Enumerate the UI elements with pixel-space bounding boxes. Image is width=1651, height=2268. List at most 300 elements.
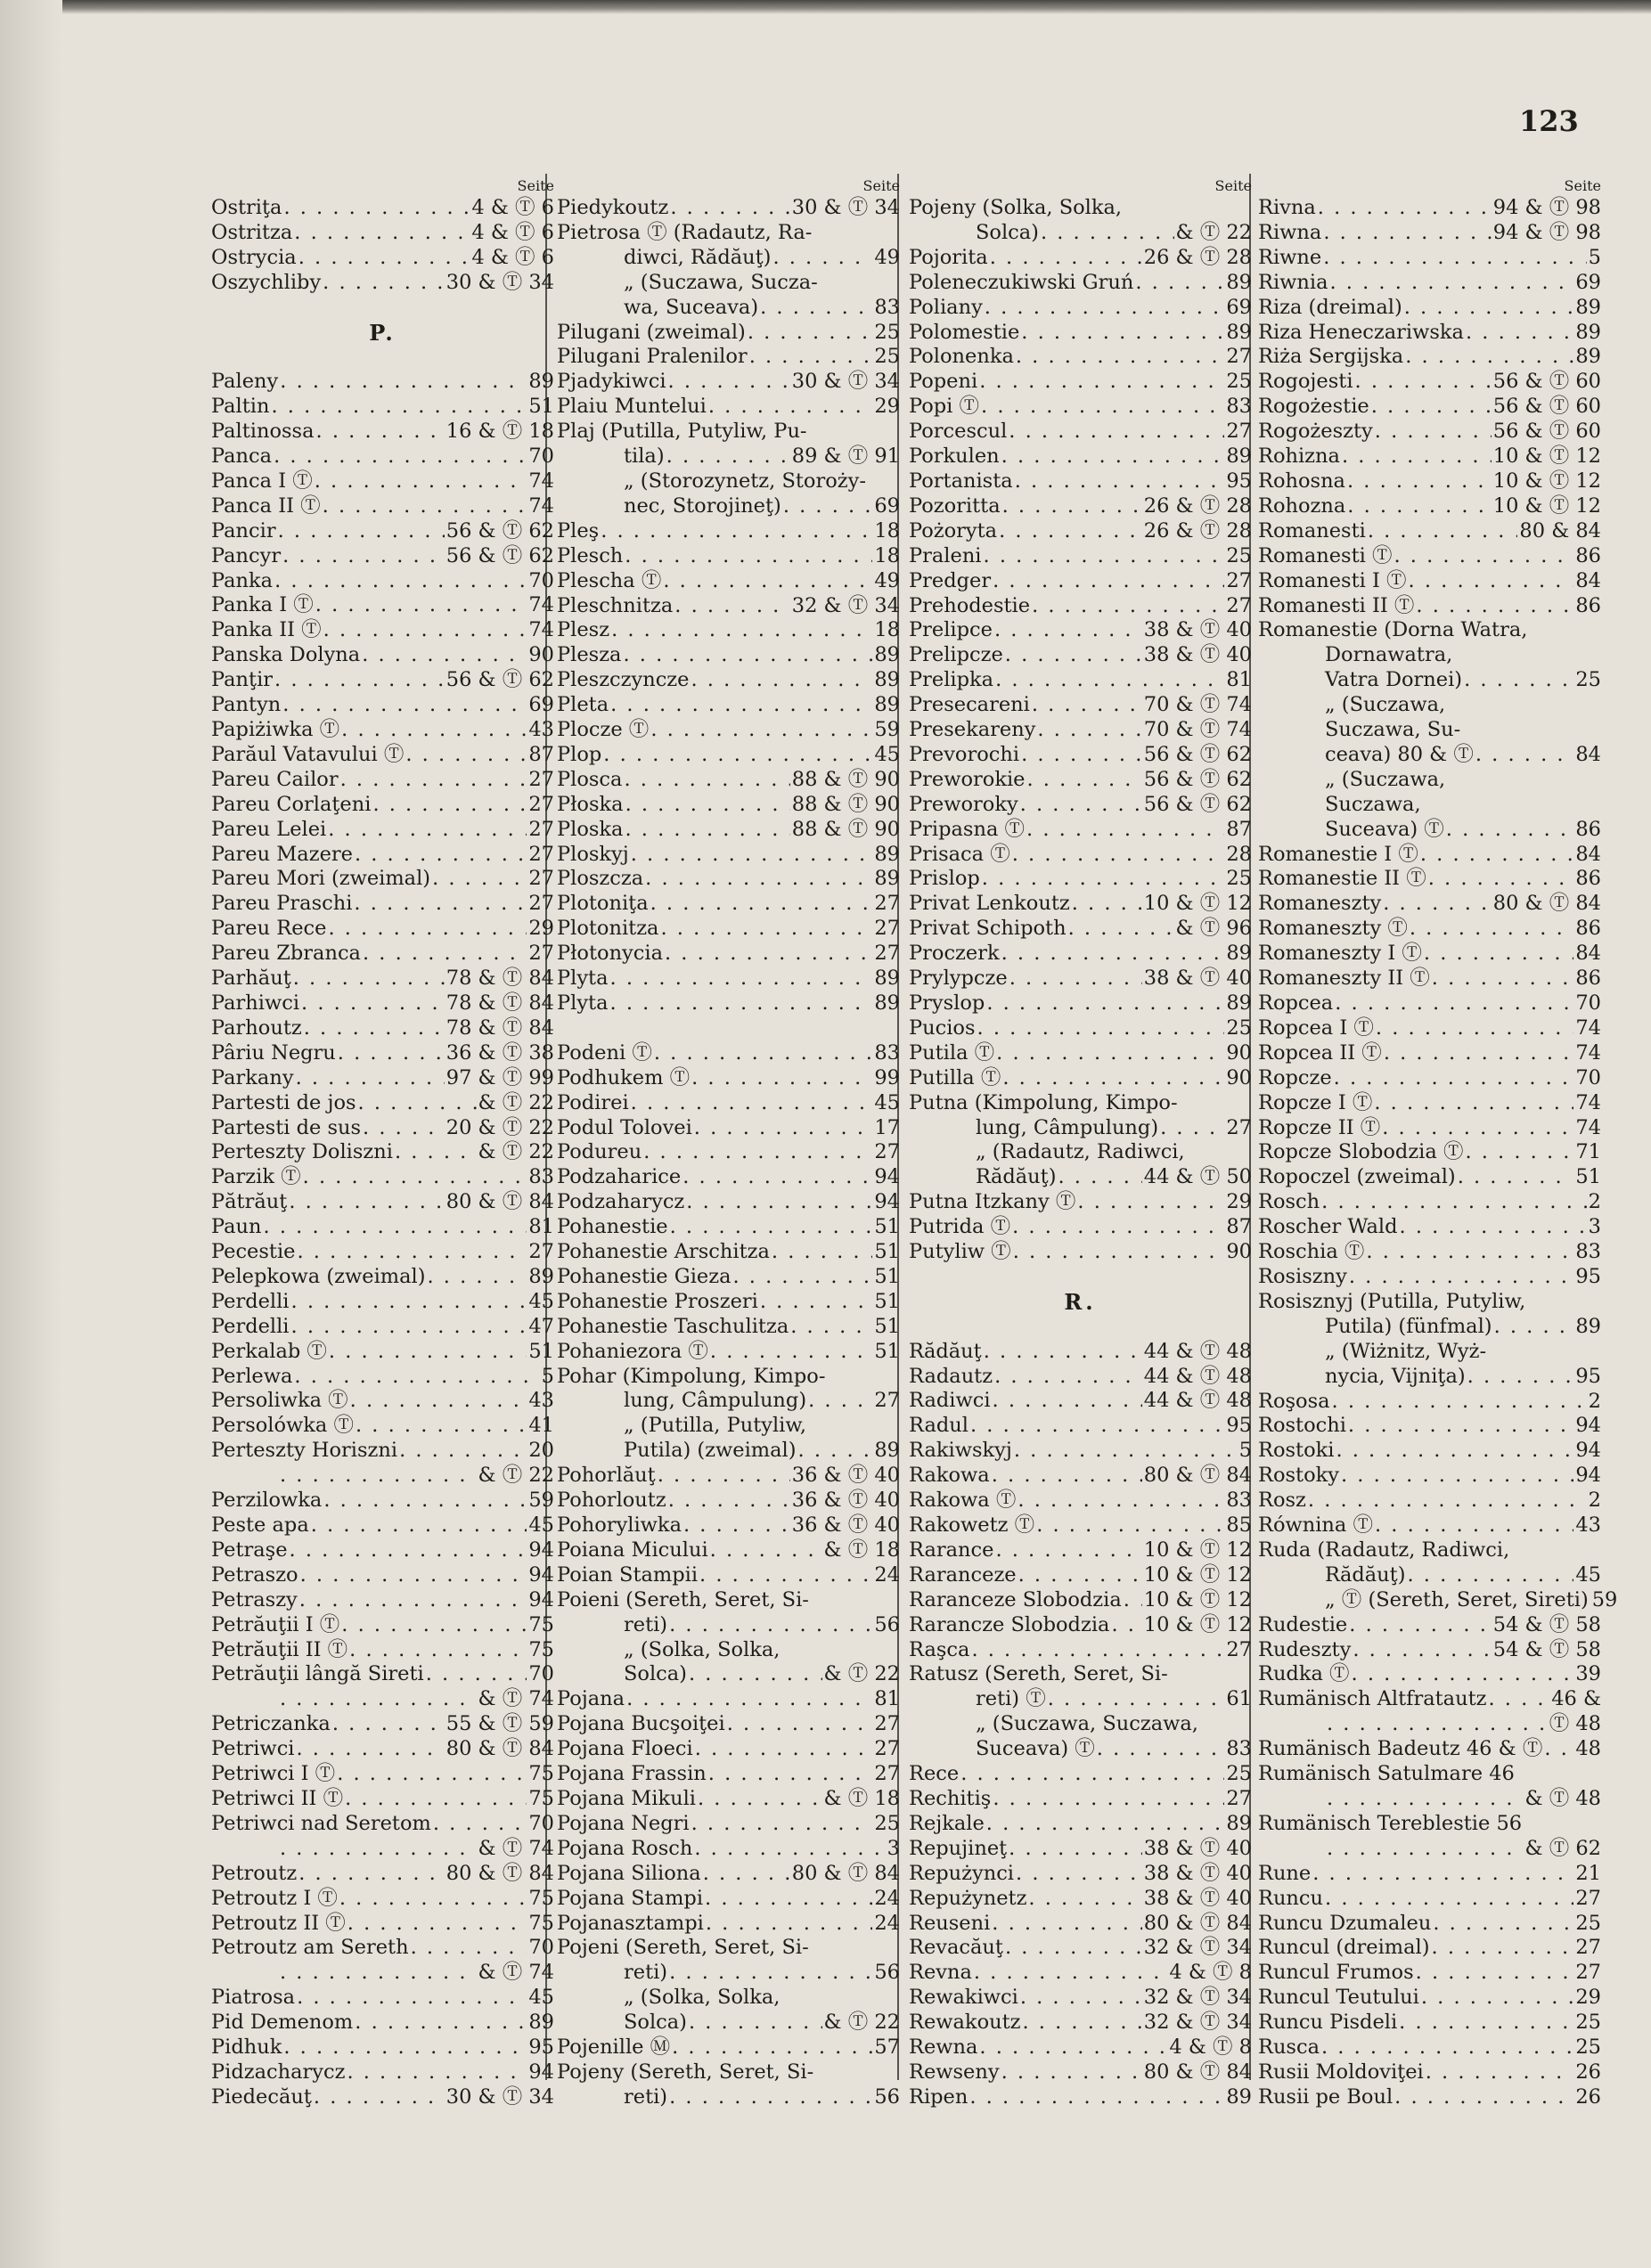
leader-dots: [338, 1041, 445, 1066]
entry-name: Runcu: [1258, 1886, 1324, 1910]
page-reference: 32 & Ⓣ 34: [1143, 1936, 1252, 1960]
index-entry: [1258, 618, 1601, 643]
index-entry: [211, 2085, 554, 2110]
leader-dots: [1323, 246, 1586, 271]
leader-dots: [298, 1862, 445, 1887]
page-reference: 30 & Ⓣ 34: [791, 370, 900, 394]
index-entry: [909, 1563, 1252, 1588]
index-entry: [1258, 892, 1601, 917]
index-entry: [1258, 1513, 1601, 1538]
index-entry: [211, 1712, 554, 1737]
page-reference: 2: [1588, 1389, 1601, 1413]
index-entry-continuation: [909, 1687, 1252, 1712]
entry-name: Prisaca Ⓣ: [909, 842, 1010, 866]
entry-name: Pojana Bucşoiţei: [557, 1712, 725, 1736]
index-entry-continuation: [557, 271, 900, 296]
entry-name: Oszychliby: [211, 270, 322, 294]
entry-name: Presecareni: [909, 693, 1030, 717]
entry-name: Ostrycia: [211, 245, 297, 269]
page-reference: 27: [1226, 420, 1252, 444]
index-entry-continuation: [909, 221, 1252, 246]
leader-dots: [1015, 469, 1225, 494]
page-reference: 89: [874, 1439, 900, 1463]
page-reference: 44 & Ⓣ 48: [1143, 1339, 1252, 1363]
index-entry: [211, 1165, 554, 1190]
leader-dots: [1374, 1091, 1573, 1116]
leader-dots: [1327, 1712, 1548, 1737]
index-entry: [1258, 1464, 1601, 1489]
entry-name: „ (Solka, Solka,: [624, 1637, 781, 1661]
page-reference: 56: [874, 1961, 900, 1985]
leader-dots: [1366, 1240, 1573, 1265]
leader-dots: [280, 1687, 477, 1712]
page-reference: & Ⓣ 22: [478, 1140, 554, 1164]
index-entry: [557, 618, 900, 643]
index-entry: [909, 395, 1252, 420]
index-entry: [211, 892, 554, 917]
index-entry: [211, 967, 554, 991]
leader-dots: [1375, 1513, 1573, 1538]
page-reference: 83: [874, 295, 900, 319]
page-reference: 27: [874, 1712, 900, 1736]
entry-name: Plaj (Putilla, Putyliw, Pu-: [557, 420, 807, 444]
leader-dots: [1318, 196, 1492, 221]
page-reference: 89: [1575, 1314, 1601, 1338]
index-entry: [1258, 519, 1601, 544]
index-entry: [211, 1116, 554, 1141]
page-reference: 78 & Ⓣ 84: [445, 967, 554, 991]
entry-name: Podeni Ⓣ: [557, 1040, 652, 1065]
entry-name: Ropcea I Ⓣ: [1258, 1016, 1374, 1040]
index-entry: [557, 544, 900, 569]
entry-name: Parkany: [211, 1065, 294, 1089]
index-entry-continuation: [557, 469, 900, 494]
leader-dots: [1058, 1165, 1141, 1190]
entry-name: Pancyr: [211, 543, 282, 567]
entry-name: Ropcea: [1258, 991, 1334, 1015]
index-entry: [909, 1439, 1252, 1464]
leader-dots: [1371, 395, 1492, 420]
index-entry: [211, 1265, 554, 1290]
leader-dots: [1021, 321, 1224, 346]
entry-name: Rewseny: [909, 2060, 1000, 2084]
index-entry: [557, 1513, 900, 1538]
page-reference: 24: [874, 1562, 900, 1587]
page-reference: 69: [528, 693, 554, 717]
entry-name: Pohanestie Gieza: [557, 1264, 732, 1288]
entry-name: Pelepkowa (zweimal): [211, 1264, 426, 1288]
page-reference: 27: [874, 1737, 900, 1761]
index-entry: [211, 2011, 554, 2035]
entry-name: Romanestie II Ⓣ: [1258, 867, 1426, 891]
leader-dots: [603, 743, 872, 768]
leader-dots: [315, 593, 527, 618]
column-header: Seite: [1564, 177, 1601, 194]
leader-dots: [1012, 1215, 1224, 1240]
page-reference: 56 & Ⓣ 62: [1143, 767, 1252, 791]
index-entry: [1258, 1986, 1601, 2011]
leader-dots: [358, 1091, 477, 1116]
leader-dots: [695, 1737, 873, 1762]
index-entry: [211, 743, 554, 768]
leader-dots: [1341, 1464, 1573, 1489]
leader-dots: [1335, 991, 1573, 1016]
leader-dots: [1458, 1165, 1574, 1190]
page-reference: 89: [1226, 991, 1252, 1015]
page-reference: 83: [1226, 395, 1252, 419]
leader-dots: [1464, 668, 1573, 693]
entry-name: Pohar (Kimpolung, Kimpo-: [557, 1364, 826, 1388]
page-reference: 75: [528, 1786, 554, 1810]
leader-dots: [1394, 2085, 1573, 2110]
index-entry: [909, 2011, 1252, 2035]
page-reference: 90: [1226, 1065, 1252, 1089]
leader-dots: [1032, 594, 1224, 619]
leader-dots: [1002, 1066, 1224, 1091]
index-entry: [1258, 1439, 1601, 1464]
index-entry: [557, 1837, 900, 1862]
index-entry: [909, 1787, 1252, 1812]
entry-name: Podzaharice: [557, 1165, 682, 1189]
leader-dots: [1352, 1662, 1574, 1687]
leader-dots: [1544, 1737, 1573, 1762]
index-entry: [909, 892, 1252, 917]
leader-dots: [977, 1016, 1225, 1041]
entry-name: Persolówka Ⓣ: [211, 1414, 354, 1438]
leader-dots: [808, 1389, 872, 1414]
page-reference: & Ⓣ 22: [1175, 220, 1252, 244]
index-entry: [1258, 1887, 1601, 1912]
leader-dots: [660, 917, 872, 942]
leader-dots: [323, 271, 445, 296]
index-entry: [557, 768, 900, 793]
leader-dots: [733, 1265, 873, 1290]
index-entry: [909, 1638, 1252, 1663]
leader-dots: [294, 1365, 539, 1390]
page-reference: 25: [1226, 370, 1252, 394]
page-reference: 71: [1575, 1140, 1601, 1164]
entry-name: Radautz: [909, 1364, 993, 1388]
entry-name: Panţir: [211, 668, 274, 692]
entry-name: Pleszczyncze: [557, 668, 690, 692]
leader-dots: [981, 395, 1224, 420]
entry-name: Privat Schipoth: [909, 917, 1067, 941]
entry-name: Pohanestie Taschulitza: [557, 1314, 789, 1338]
entry-name: Ropcze I Ⓣ: [1258, 1090, 1373, 1114]
index-entry: [909, 469, 1252, 494]
index-entry: [211, 1887, 554, 1912]
leader-dots: [1023, 2011, 1142, 2035]
leader-dots: [960, 1762, 1224, 1787]
index-entry: [211, 395, 554, 420]
index-entry-continuation: [1258, 668, 1601, 693]
index-entry: [557, 1290, 900, 1315]
page-reference: 44 & Ⓣ 50: [1143, 1165, 1252, 1189]
entry-name: Predger: [909, 568, 992, 592]
index-entry: [1258, 420, 1601, 445]
index-entry: [557, 1315, 900, 1340]
page-reference: 78 & Ⓣ 84: [445, 991, 554, 1015]
page-reference: 10 & Ⓣ 12: [1492, 494, 1601, 518]
entry-name: Petraszy: [211, 1587, 298, 1611]
leader-dots: [316, 420, 445, 445]
entry-name: Perzilowka: [211, 1489, 323, 1513]
leader-dots: [669, 1613, 872, 1638]
page-reference: 27: [528, 842, 554, 866]
page-reference: 89: [1575, 320, 1601, 344]
index-entry: [211, 1140, 554, 1165]
page-reference: 70: [528, 1936, 554, 1960]
leader-dots: [1416, 1961, 1574, 1986]
entry-name: Prehodestie: [909, 593, 1031, 617]
index-entry: [211, 1912, 554, 1937]
entry-name: Pohanestie Arschitza: [557, 1240, 770, 1264]
entry-name: nec, Storojineţ): [624, 494, 781, 518]
leader-dots: [1376, 1016, 1573, 1041]
entry-name: Rusii Moldoviţei: [1258, 2060, 1424, 2084]
index-entry: [1258, 494, 1601, 519]
index-entry: [909, 1389, 1252, 1414]
leader-dots: [686, 1190, 872, 1215]
page-reference: 18: [874, 518, 900, 543]
index-entry: [1258, 1638, 1601, 1663]
entry-name: Papiżiwka Ⓣ: [211, 718, 340, 741]
entry-name: Paltinossa: [211, 420, 315, 444]
entry-name: Poliany: [909, 295, 983, 319]
leader-dots: [1349, 1613, 1491, 1638]
index-entry: [211, 1787, 554, 1812]
index-entry: [557, 345, 900, 370]
index-entry: [557, 221, 900, 246]
leader-dots: [1018, 1563, 1142, 1588]
entry-name: Rostoky: [1258, 1464, 1339, 1488]
leader-dots: [1330, 271, 1574, 296]
index-entry: [211, 1414, 554, 1439]
index-entry: [909, 594, 1252, 619]
page-reference: 84: [1575, 842, 1601, 866]
index-entry: [909, 618, 1252, 643]
leader-dots: [992, 1912, 1141, 1937]
page-reference: 88 & Ⓣ 90: [791, 792, 900, 816]
page-reference: 27: [528, 867, 554, 891]
index-entry-continuation: [1258, 693, 1601, 718]
index-entry: [211, 1737, 554, 1762]
entry-name: Romanesti: [1258, 518, 1366, 543]
leader-dots: [1416, 594, 1573, 619]
page-reference: 2: [1588, 1190, 1601, 1214]
page-reference: 5: [1588, 245, 1601, 269]
leader-dots: [691, 1066, 872, 1091]
page-reference: 70: [528, 568, 554, 592]
entry-name: Pohorlăuţ: [557, 1464, 656, 1488]
entry-name: Panca I Ⓣ: [211, 469, 313, 493]
leader-dots: [611, 618, 872, 643]
page-reference: 26 & Ⓣ 28: [1143, 245, 1252, 269]
entry-name: ceava) 80 & Ⓣ: [1325, 742, 1474, 766]
entry-name: Runcul (dreimal): [1258, 1936, 1430, 1960]
entry-name: Ploska: [557, 817, 624, 841]
entry-name: Revna: [909, 1961, 972, 1985]
leader-dots: [297, 1240, 527, 1265]
entry-name: Pojana Frassin: [557, 1762, 707, 1786]
entry-name: Raranceze: [909, 1562, 1017, 1587]
page-reference: 75: [528, 1911, 554, 1935]
index-entry: [557, 892, 900, 917]
index-entry: [211, 793, 554, 818]
page-reference: 45: [528, 1513, 554, 1537]
index-entry: [909, 1041, 1252, 1066]
leader-dots: [772, 1240, 872, 1265]
index-entry: [557, 643, 900, 668]
entry-name: Persoliwka Ⓣ: [211, 1389, 348, 1413]
entry-name: Parhăuţ: [211, 967, 291, 991]
page-reference: 99: [874, 1065, 900, 1089]
entry-name: reti): [624, 1612, 668, 1636]
page-reference: 94: [1575, 1439, 1601, 1463]
page-reference: 27: [1226, 568, 1252, 592]
leader-dots: [355, 843, 527, 868]
leader-dots: [979, 2035, 1167, 2060]
index-entry: [211, 2060, 554, 2085]
entry-name: Rejkale: [909, 1811, 985, 1835]
entry-name: Pareu Mori (zweimal): [211, 867, 431, 891]
entry-name: Rohozna: [1258, 494, 1346, 518]
page-reference: 5: [541, 1364, 554, 1388]
page-reference: 89: [874, 967, 900, 991]
page-reference: 59: [874, 718, 900, 742]
index-entry: [909, 1190, 1252, 1215]
entry-name: Rudeszty: [1258, 1637, 1352, 1661]
leader-dots: [974, 1961, 1168, 1986]
entry-name: Ropoczel (zweimal): [1258, 1165, 1456, 1189]
index-entry: [1258, 370, 1601, 395]
index-entry-continuation: [211, 1464, 554, 1489]
index-entry: [211, 494, 554, 519]
entry-name: Plotoniţa: [557, 892, 649, 916]
index-entry: [211, 469, 554, 494]
leader-dots: [339, 1887, 527, 1912]
page-reference: & Ⓣ 18: [823, 1786, 900, 1810]
leader-dots: [1404, 296, 1574, 321]
page-reference: 43: [1575, 1513, 1601, 1538]
leader-dots: [994, 1365, 1142, 1390]
page-reference: 51: [1575, 1165, 1601, 1189]
page-reference: 75: [528, 1762, 554, 1786]
index-entry: [909, 1240, 1252, 1265]
entry-name: Pojeni (Sereth, Seret, Si-: [557, 1936, 809, 1960]
leader-dots: [1325, 1887, 1573, 1912]
leader-dots: [1020, 1986, 1142, 2011]
entry-name: Panska Dolyna: [211, 643, 361, 667]
leader-dots: [328, 818, 527, 843]
page-reference: 38 & Ⓣ 40: [1143, 1836, 1252, 1860]
page-reference: 84: [1575, 742, 1601, 766]
entry-name: Pareu Mazere: [211, 842, 353, 866]
entry-name: Perkalab Ⓣ: [211, 1339, 327, 1363]
index-entry: [557, 917, 900, 942]
entry-name: Solca): [976, 220, 1039, 244]
index-entry: [211, 1340, 554, 1365]
leader-dots: [727, 1712, 873, 1737]
index-entry: [1258, 1091, 1601, 1116]
leader-dots: [1428, 867, 1574, 892]
page-reference: & Ⓣ 74: [478, 1836, 554, 1860]
leader-dots: [663, 569, 872, 594]
entry-name: Repujineţ: [909, 1836, 1008, 1860]
index-entry: [909, 569, 1252, 594]
page-reference: 25: [1226, 867, 1252, 891]
index-entry: [557, 1464, 900, 1489]
index-entry: [211, 1538, 554, 1563]
entry-name: Perlewa: [211, 1364, 293, 1388]
index-entry: [211, 1215, 554, 1240]
index-entry: [909, 1016, 1252, 1041]
page-reference: 81: [874, 1687, 900, 1711]
leader-dots: [625, 818, 789, 843]
entry-name: Partesti de sus: [211, 1115, 362, 1139]
entry-name: Pohanestie: [557, 1215, 668, 1239]
leader-dots: [1432, 1936, 1574, 1961]
page-reference: 94: [1575, 1414, 1601, 1438]
entry-name: Dornawatra,: [1325, 643, 1453, 667]
leader-dots: [362, 643, 527, 668]
index-column-3: [909, 176, 1252, 2110]
leader-dots: [297, 1737, 445, 1762]
leader-dots: [654, 1041, 873, 1066]
entry-name: Riza Heneczariwska: [1258, 320, 1464, 344]
entry-name: Rece: [909, 1762, 960, 1786]
entry-name: Porkulen: [909, 445, 1000, 469]
page-reference: 5: [1238, 1439, 1252, 1463]
index-entry: [557, 793, 900, 818]
entry-name: Riwnia: [1258, 270, 1328, 294]
entry-name: Pancir: [211, 518, 276, 543]
leader-dots: [710, 1340, 872, 1365]
index-entry-continuation: [1258, 1365, 1601, 1390]
page-reference: 80 & Ⓣ 84: [1143, 1464, 1252, 1488]
entry-name: „ (Suczawa,: [1325, 767, 1446, 791]
index-entry-continuation: [1258, 1712, 1601, 1737]
index-entry: [557, 1140, 900, 1165]
leader-dots: [999, 519, 1142, 544]
index-entry: [211, 1862, 554, 1887]
leader-dots: [1432, 967, 1574, 991]
page-reference: 84: [1575, 568, 1601, 592]
page-reference: 21: [1575, 1861, 1601, 1885]
leader-dots: [699, 1563, 872, 1588]
page-reference: 25: [1575, 668, 1601, 692]
leader-dots: [1005, 643, 1142, 668]
index-entry: [1258, 1936, 1601, 1961]
leader-dots: [1009, 967, 1142, 991]
page-reference: 29: [874, 395, 900, 419]
index-column-2: [557, 176, 900, 2110]
index-entry: [211, 593, 554, 618]
leader-dots: [1037, 718, 1141, 743]
entry-name: Podirei: [557, 1090, 629, 1114]
index-entry: [557, 395, 900, 420]
entry-name: Pohorloutz: [557, 1489, 666, 1513]
entry-name: Pleschnitza: [557, 593, 674, 617]
entry-name: Panca II Ⓣ: [211, 494, 321, 518]
page-reference: 28: [1226, 842, 1252, 866]
leader-dots: [650, 718, 872, 743]
page-reference: 56 & Ⓣ 62: [445, 518, 554, 543]
entry-name: Pojana: [557, 1687, 625, 1711]
page-reference: 89: [1226, 320, 1252, 344]
leader-dots: [969, 2085, 1224, 2110]
leader-dots: [1336, 1439, 1573, 1464]
